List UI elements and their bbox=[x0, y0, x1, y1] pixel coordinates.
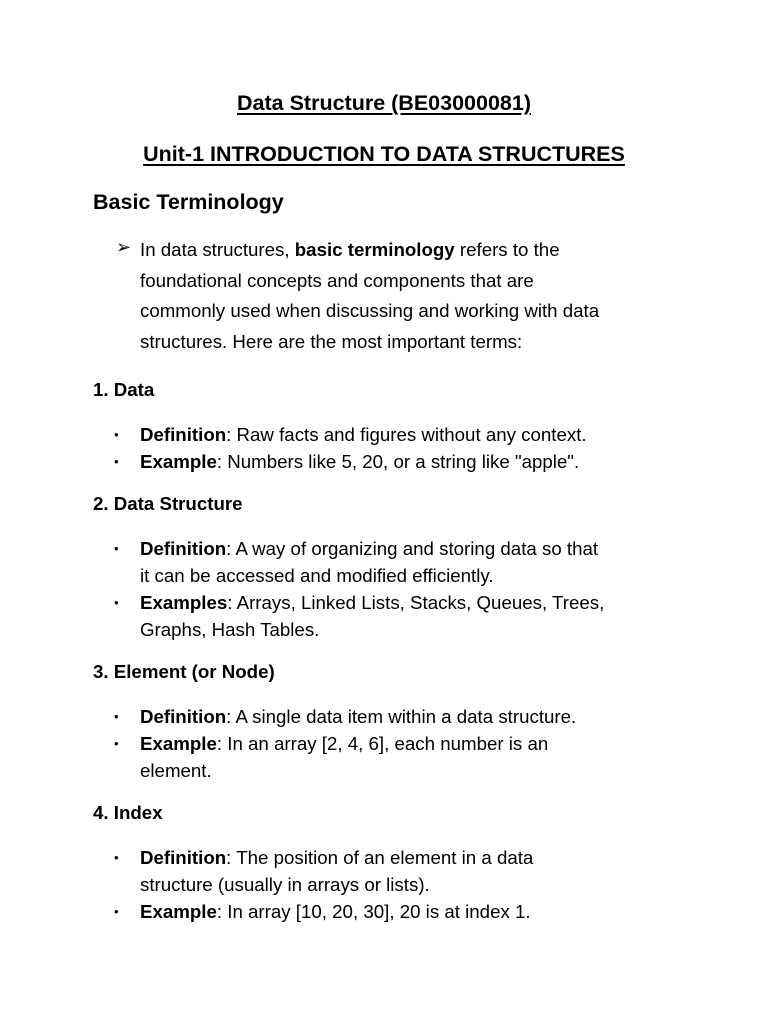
example-line bbox=[140, 589, 700, 616]
term-heading-index: 4. Index bbox=[93, 802, 163, 823]
definition-line bbox=[140, 844, 700, 871]
intro-line-3: commonly used when discussing and working with data bbox=[140, 300, 600, 322]
arrow-bullet-icon: ➢ bbox=[116, 237, 132, 257]
example-line bbox=[140, 730, 700, 757]
definition-line-continued: it can be accessed and modified efficiently. bbox=[140, 565, 494, 586]
example-label: Example bbox=[140, 451, 217, 472]
bullet-icon: • bbox=[114, 709, 119, 724]
example-text: : In array [10, 20, 30], 20 is at index 1. bbox=[216, 901, 531, 922]
document-title: Data Structure (BE03000081) bbox=[237, 91, 531, 115]
unit-title: Unit-1 INTRODUCTION TO DATA STRUCTURES bbox=[143, 142, 625, 166]
section-heading: Basic Terminology bbox=[93, 190, 284, 214]
definition-line bbox=[140, 535, 700, 562]
intro-line-1-start: In data structures, bbox=[140, 239, 295, 260]
term-heading-element: 3. Element (or Node) bbox=[93, 661, 275, 682]
intro-line-2: foundational concepts and components that are bbox=[140, 269, 534, 291]
example-line-continued: element. bbox=[140, 760, 212, 781]
term-3-example bbox=[114, 730, 700, 784]
term-2-example bbox=[114, 589, 700, 643]
term-4-example bbox=[114, 898, 700, 925]
example-line-continued: Graphs, Hash Tables. bbox=[140, 619, 320, 640]
intro-bold-term: basic terminology bbox=[294, 239, 455, 260]
bullet-icon: • bbox=[114, 904, 119, 919]
definition-label: Definition bbox=[140, 706, 227, 727]
term-1-definition bbox=[114, 421, 700, 448]
example-label: Examples bbox=[140, 592, 228, 613]
bullet-icon: • bbox=[114, 595, 119, 610]
bullet-icon: • bbox=[114, 736, 119, 751]
term-2-definition bbox=[114, 535, 700, 589]
definition-label: Definition bbox=[140, 538, 227, 559]
intro-line-4: structures. Here are the most important terms: bbox=[140, 331, 523, 353]
definition-label: Definition bbox=[140, 847, 227, 868]
definition-text: : A way of organizing and storing data so that bbox=[226, 538, 599, 559]
bullet-icon: • bbox=[114, 541, 119, 556]
example-label: Example bbox=[140, 901, 217, 922]
definition-text: : The position of an element in a data bbox=[226, 847, 534, 868]
term-heading-data-structure: 2. Data Structure bbox=[93, 493, 243, 514]
term-heading-data: 1. Data bbox=[93, 379, 155, 400]
definition-line bbox=[140, 421, 700, 448]
definition-text: : Raw facts and figures without any context. bbox=[226, 424, 587, 445]
term-3-definition bbox=[114, 703, 700, 730]
example-text: : Arrays, Linked Lists, Stacks, Queues, Trees, bbox=[227, 592, 605, 613]
intro-line-1-end: refers to the bbox=[454, 239, 560, 260]
definition-label: Definition bbox=[140, 424, 227, 445]
definition-text: : A single data item within a data structure. bbox=[226, 706, 577, 727]
intro-text bbox=[140, 235, 686, 358]
term-1-example bbox=[114, 448, 700, 475]
example-label: Example bbox=[140, 733, 217, 754]
example-line bbox=[140, 898, 700, 925]
example-line bbox=[140, 448, 700, 475]
bullet-icon: • bbox=[114, 850, 119, 865]
definition-line-continued: structure (usually in arrays or lists). bbox=[140, 874, 430, 895]
definition-line bbox=[140, 703, 700, 730]
intro-line-1 bbox=[140, 235, 686, 266]
term-4-definition bbox=[114, 844, 700, 898]
bullet-icon: • bbox=[114, 454, 119, 469]
example-text: : In an array [2, 4, 6], each number is an bbox=[216, 733, 549, 754]
bullet-icon: • bbox=[114, 427, 119, 442]
example-text: : Numbers like 5, 20, or a string like "apple". bbox=[216, 451, 580, 472]
